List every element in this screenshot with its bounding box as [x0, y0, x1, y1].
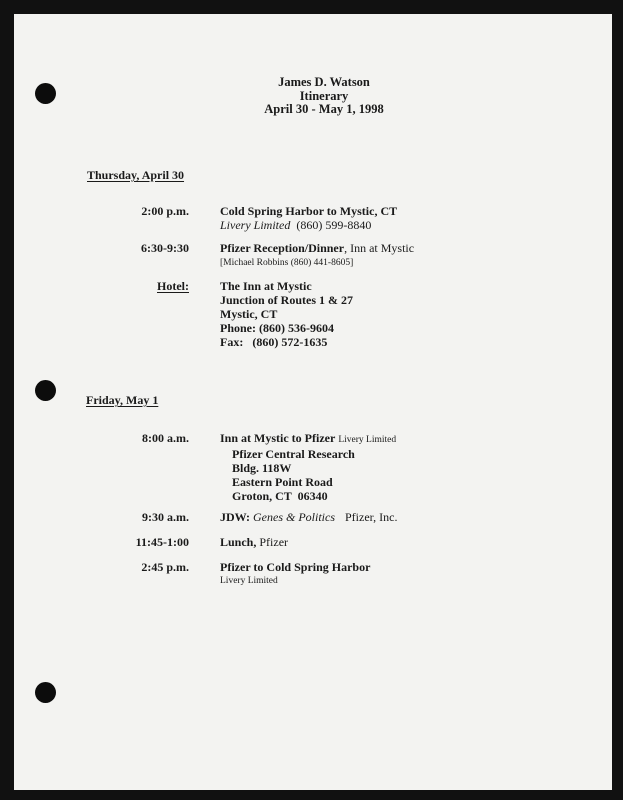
- hotel-phone: Phone: (860) 536-9604: [220, 321, 334, 335]
- host: Pfizer, Inc.: [344, 510, 398, 524]
- header-dates: April 30 - May 1, 1998: [264, 102, 384, 116]
- itinerary-entry: [220, 560, 370, 588]
- address-line: Pfizer Central Research: [232, 447, 355, 461]
- address-line: Groton, CT 06340: [232, 489, 328, 503]
- itinerary-entry: [220, 535, 288, 549]
- header-name: James D. Watson: [278, 75, 370, 89]
- talk-title: Genes & Politics: [253, 510, 335, 524]
- hotel-fax-label: Fax:: [220, 335, 244, 349]
- entry-title: Cold Spring Harbor to Mystic, CT: [220, 204, 398, 218]
- header-title: Itinerary: [299, 88, 349, 103]
- livery-company: Livery Limited: [220, 218, 291, 232]
- day-heading-friday: Friday, May 1: [86, 393, 159, 407]
- punch-hole: [35, 682, 56, 703]
- time-label: 2:45 p.m.: [141, 560, 189, 574]
- entry-title: Pfizer Reception/Dinner: [220, 241, 345, 255]
- day-heading-thursday: Thursday, April 30: [87, 168, 185, 182]
- time-label: 2:00 p.m.: [141, 204, 189, 218]
- time-label: 9:30 a.m.: [142, 510, 189, 524]
- itinerary-entry: [220, 431, 396, 503]
- address-line: Eastern Point Road: [232, 475, 333, 489]
- document-header: [214, 76, 434, 117]
- punch-hole: [35, 380, 56, 401]
- itinerary-entry: [220, 510, 397, 524]
- punch-hole: [35, 83, 56, 104]
- time-label: 11:45-1:00: [135, 535, 189, 549]
- entry-title: Pfizer to Cold Spring Harbor: [220, 560, 371, 574]
- entry-location: , Inn at Mystic: [344, 241, 415, 255]
- livery-company: Livery Limited: [338, 435, 397, 445]
- hotel-city: Mystic, CT: [220, 307, 278, 321]
- contact-info: [Michael Robbins (860) 441-8605]: [220, 258, 354, 268]
- hotel-details: [220, 279, 353, 349]
- address-line: Bldg. 118W: [232, 461, 292, 475]
- itinerary-entry: [220, 241, 414, 270]
- hotel-label: Hotel:: [157, 279, 189, 293]
- hotel-fax: (860) 572-1635: [252, 335, 328, 349]
- itinerary-entry: [220, 204, 397, 232]
- document-page: [14, 14, 612, 790]
- entry-location: Pfizer: [259, 535, 289, 549]
- entry-title: Inn at Mystic to Pfizer: [220, 431, 336, 445]
- hotel-address: Junction of Routes 1 & 27: [220, 293, 354, 307]
- time-label: 6:30-9:30: [141, 241, 189, 255]
- hotel-name: The Inn at Mystic: [220, 279, 312, 293]
- time-label: 8:00 a.m.: [142, 431, 189, 445]
- entry-title: Lunch,: [220, 535, 257, 549]
- livery-company: Livery Limited: [220, 576, 278, 586]
- livery-phone: (860) 599-8840: [296, 218, 372, 232]
- speaker: JDW:: [220, 510, 250, 524]
